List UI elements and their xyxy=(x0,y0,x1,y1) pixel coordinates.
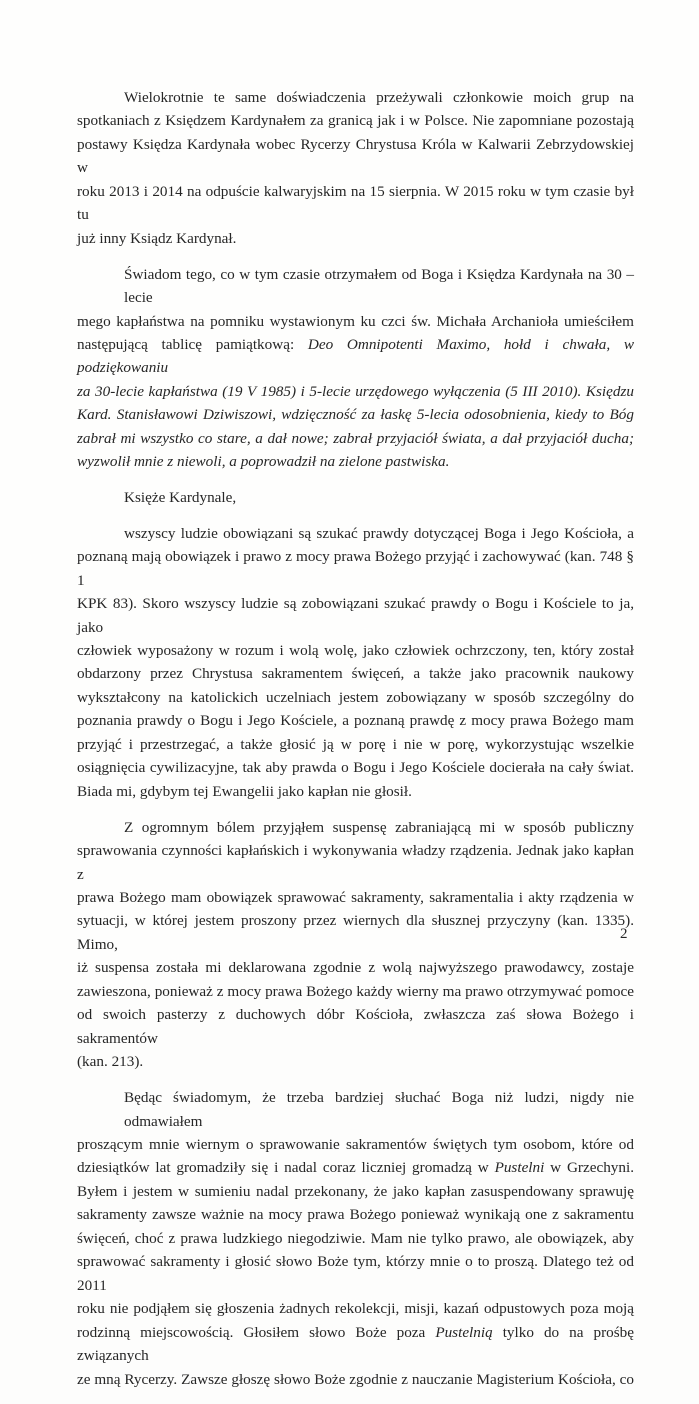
italic-inscription-line: Kard. Stanisławowi Dziwiszowi, wdzięczność za łaskę 5-lecia odosobnienia, kiedy to Bóg xyxy=(77,406,634,424)
text-line: proszącym mnie wiernym o sprawowanie sakramentów świętych tym osobom, które od xyxy=(77,1136,634,1154)
italic-inscription-line: zabrał mi wszystko co stare, a dał nowe; zabrał przyjaciół świata, a dał przyjaciół ducha; xyxy=(77,429,634,447)
paragraph-2 xyxy=(77,263,634,474)
paragraph-3 xyxy=(77,522,634,803)
text-line: prawa Bożego mam obowiązek sprawować sakramenty, sakramentalia i akty rządzenia w xyxy=(77,889,634,906)
text-line: wszyscy ludzie obowiązani są szukać prawdy dotyczącej Boga i Jego Kościoła, a xyxy=(124,524,634,542)
text-line: wykształcony na katolickich uczelniach jestem zobowiązany w sposób szczególny do xyxy=(77,688,634,706)
paragraph-1 xyxy=(77,86,634,250)
italic-inscription-line: wyzwolił mnie z niewoli, a poprowadził na zielone pastwiska. xyxy=(77,453,450,471)
text-line: już inny Ksiądz Kardynał. xyxy=(77,229,237,247)
text-line: sakramenty zawsze ważnie na mocy prawa Bożego ponieważ wynikają one z sakramentu xyxy=(77,1206,634,1224)
text-run: następującą tablicę pamiątkową: xyxy=(77,336,308,354)
text-line: człowiek wyposażony w rozum i wolą wolę, jako człowiek ochrzczony, ten, który został xyxy=(77,641,634,659)
text-line: Będąc świadomym, że trzeba bardziej słuchać Boga niż ludzi, nigdy nie odmawiałem xyxy=(124,1089,634,1130)
text-line: Byłem i jestem w sumieniu nadal przekonany, że jako kapłan zasuspendowany sprawuję xyxy=(77,1182,634,1200)
text-run: dziesiątków lat gromadziły się i nadal coraz liczniej gromadzą w xyxy=(77,1159,495,1177)
text-line: postawy Księdza Kardynała wobec Rycerzy Chrystusa Króla w Kalwarii Zebrzydowskiej w xyxy=(77,135,634,177)
text-line: spotkaniach z Księdzem Kardynałem za granicą jak i w Polsce. Nie zapomniane pozostają xyxy=(77,112,634,130)
text-line xyxy=(77,1321,634,1368)
text-line: święceń, choć z prawa ludzkiego niegodziwie. Mam nie tylko prawo, ale obowiązek, aby xyxy=(77,1229,634,1247)
text-line xyxy=(77,1156,634,1179)
text-line: roku 2013 i 2014 na odpuście kalwaryjskim na 15 sierpnia. W 2015 roku w tym czasie był tu xyxy=(77,182,634,224)
paragraph-4 xyxy=(77,816,634,1074)
italic-place-name: Pustelni xyxy=(494,1159,545,1177)
salutation xyxy=(77,486,634,509)
italic-inscription: Deo Omnipotenti Maximo, hołd i chwała, w podziękowaniu xyxy=(77,336,634,377)
text-run: tylko do na prośbę związanych xyxy=(77,1323,634,1365)
paragraph-5 xyxy=(77,1086,634,1391)
text-line xyxy=(77,333,634,380)
text-line: KPK 83). Skoro wszyscy ludzie są zobowiązani szukać prawdy o Bogu i Kościele to ja, jako xyxy=(77,595,634,636)
document-body xyxy=(77,86,634,1404)
text-line: Wielokrotnie te same doświadczenia przeżywali członkowie moich grup na xyxy=(124,89,634,106)
text-line: ze mną Rycerzy. Zawsze głoszę słowo Boże zgodnie z nauczanie Magisterium Kościoła, co xyxy=(77,1370,634,1388)
text-line: obdarzony przez Chrystusa sakramentem święceń, a także jako pracownik naukowy xyxy=(77,665,634,683)
text-line: iż suspensa została mi deklarowana zgodnie z wolą najwyższego prawodawcy, zostaje xyxy=(77,959,634,977)
text-line: od swoich pasterzy z duchowych dóbr Kościoła, zwłaszcza zaś słowa Bożego i sakramentów xyxy=(77,1006,634,1047)
page-number: 2 xyxy=(620,926,628,942)
text-line: Świadom tego, co w tym czasie otrzymałem od Boga i Księdza Kardynała na 30 –lecie xyxy=(124,265,634,307)
text-line: poznaną mają obowiązek i prawo z mocy prawa Bożego przyjąć i zachowywać (kan. 748 § 1 xyxy=(77,548,634,589)
text-line: Z ogromnym bólem przyjąłem suspensę zabraniającą mi w sposób publiczny xyxy=(124,818,634,836)
text-run: rodzinną miejscowością. Głosiłem słowo Boże poza xyxy=(77,1323,436,1341)
text-line: (kan. 213). xyxy=(77,1053,144,1071)
italic-place-name: Pustelnią xyxy=(435,1323,493,1341)
text-line: zawieszona, ponieważ z mocy prawa Bożego każdy wierny ma prawo otrzymywać pomoce xyxy=(77,982,634,1000)
text-line: poznania prawdy o Bogu i Jego Kościele, a poznaną prawdę z mocy prawa Bożego mam xyxy=(77,712,634,730)
text-run: w Grzechyni. xyxy=(544,1159,635,1177)
text-line: przyjąć i przestrzegać, a także głosić ją w porę i nie w porę, wykorzystując wszelkie xyxy=(77,735,634,753)
italic-inscription-line: za 30-lecie kapłaństwa (19 V 1985) i 5-lecie urzędowego wyłączenia (5 III 2010). Księdzu xyxy=(77,382,634,400)
text-line: osiągnięcia cywilizacyjne, tak aby prawda o Bogu i Jego Kościele docierała na cały świat. xyxy=(77,759,634,777)
text-line: sprawowania czynności kapłańskich i wykonywania władzy rządzenia. Jednak jako kapłan z xyxy=(77,842,634,883)
text-line: sprawować sakramenty i głosić słowo Boże tym, którzy mnie o to proszą. Dlatego też od 2011 xyxy=(77,1253,634,1294)
text-line: roku nie podjąłem się głoszenia żadnych rekolekcji, misji, kazań odpustowych poza moją xyxy=(77,1300,634,1318)
salutation-text: Księże Kardynale, xyxy=(124,489,237,507)
text-line: Biada mi, gdybym tej Ewangelii jako kapłan nie głosił. xyxy=(77,782,412,800)
text-line: mego kapłaństwa na pomniku wystawionym ku czci św. Michała Archanioła umieściłem xyxy=(77,312,634,330)
text-line: sytuacji, w której jestem proszony przez wiernych dla słusznej przyczyny (kan. 1335). Mimo, xyxy=(77,912,634,953)
